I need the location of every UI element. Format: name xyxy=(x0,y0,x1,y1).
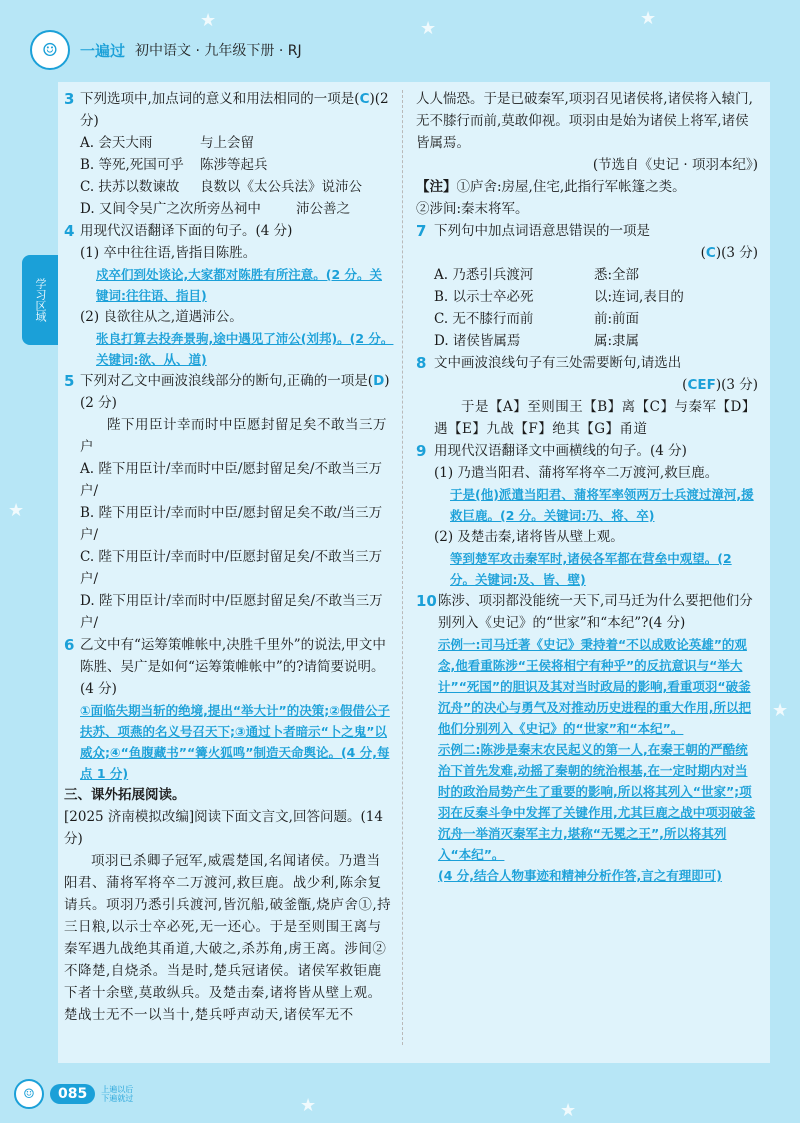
question-7: 7 下列句中加点词语意思错误的一项是 (C)(3 分) A. 乃悉引兵渡河 悉:全部 B. 以示士卒必死 以:连词,表目的 C. 无不膝行而前 前:前面 D. 诸侯皆属焉 属:隶属 xyxy=(416,220,758,352)
column-divider xyxy=(402,90,403,1045)
answer-example-1: 示例一:司马迁著《史记》秉持着“不以成败论英雄”的观念,他看重陈涉“王侯将相宁有种乎”的反抗意识与“举大计”“死国”的胆识及其对当时政局的影响,看重项羽“破釜沉舟”的决心与勇气及对推动历史进程的重大作用,所以把他们分别列入《史记》的“世家”和“本纪”。 xyxy=(438,637,751,736)
option-a: C. 无不膝行而前 xyxy=(434,311,534,327)
option-a: A. 会天大雨 xyxy=(80,135,153,151)
option-b: 属:隶属 xyxy=(594,333,640,349)
question-stem: 下列对乙文中画波浪线部分的断句,正确的一项是 xyxy=(80,373,368,389)
question-9 xyxy=(416,440,758,590)
answer: C xyxy=(705,245,716,261)
question-number: 9 xyxy=(416,442,427,460)
reading-intro: [2025 济南模拟改编]阅读下面文言文,回答问题。(14 分) xyxy=(64,809,383,847)
star-icon: ★ xyxy=(772,700,789,721)
option-b: 悉:全部 xyxy=(594,267,640,283)
option-a: B. 以示士卒必死 xyxy=(434,289,534,305)
option-a: B. 等死,死国可乎 xyxy=(80,157,184,173)
right-column xyxy=(416,88,758,886)
right-frame xyxy=(770,0,800,1123)
answer: CEF xyxy=(687,377,716,393)
answer-example-2: 示例二:陈涉是秦末农民起义的第一人,在秦王朝的严酷统治下首先发难,动摇了秦朝的统治根基,在一定时期内对当时的政治局势产生了重要的影响,所以将其列入“世家”;项羽在反秦斗争中发挥了关键作用,尤其巨鹿之战中项羽破釜沉舟一举消灭秦军主力,堪称“无冕之王”,所以将其列入“本纪”。 xyxy=(438,742,756,862)
answer-1: 于是(他)派遣当阳君、蒲将军率领两万士兵渡过漳河,援救巨鹿。(2 分。关键词:乃、将、卒) xyxy=(450,487,754,523)
sentence-2: (2) 良欲往从之,道遇沛公。 xyxy=(80,309,243,325)
left-column xyxy=(64,88,394,1026)
option-b: 前:前面 xyxy=(594,311,640,327)
page-header xyxy=(30,30,302,70)
side-tab: 学习区域 xyxy=(22,255,58,345)
note-label: 【注】 xyxy=(416,179,457,195)
note-2: ②涉间:秦末将军。 xyxy=(416,201,529,217)
answer-1: 戍卒们到处谈论,大家都对陈胜有所注意。(2 分。关键词:往往语、指目) xyxy=(96,267,383,303)
question-4 xyxy=(64,220,394,370)
section-heading: 三、课外拓展阅读。 xyxy=(64,787,186,803)
passage: 陛下用臣计幸而时中臣愿封留足矣不敢当三万户 xyxy=(80,417,387,455)
question-10 xyxy=(416,590,758,886)
star-icon: ★ xyxy=(640,8,657,29)
answer: C xyxy=(359,91,370,107)
question-stem: 用现代汉语翻译下面的句子。(4 分) xyxy=(80,223,293,239)
question-number: 5 xyxy=(64,372,75,390)
option-a: C. 扶苏以数谏故 xyxy=(80,179,180,195)
sentence-1: (1) 卒中往往语,皆指目陈胜。 xyxy=(80,245,257,261)
option-a: D. 诸侯皆属焉 xyxy=(434,333,521,349)
question-stem: 乙文中有“运筹策帷帐中,决胜千里外”的说法,甲文中陈胜、吴广是如何“运筹策帷帐中”的?请简要说明。(4 分) xyxy=(80,637,386,697)
question-stem: 用现代汉语翻译文中画横线的句子。(4 分) xyxy=(434,443,687,459)
tagline-1: 上遍以后 xyxy=(101,1085,134,1094)
option: D. 陛下用臣计/幸而时中/臣愿封留足矣/不敢当三万户/ xyxy=(80,593,383,631)
passage-continued: 人人惴恐。于是已破秦军,项羽召见诸侯将,诸侯将入辕门,无不膝行而前,莫敢仰视。项羽由是始为诸侯上将军,诸侯皆属焉。 xyxy=(416,91,753,151)
question-stem: 陈涉、项羽都没能统一天下,司马迁为什么要把他们分别列入《史记》的“世家”和“本纪”?(4 分) xyxy=(438,593,753,631)
option-b: 陈涉等起兵 xyxy=(200,157,268,173)
score: )(2 分) xyxy=(80,373,390,411)
note-1: ①庐舍:房屋,住宅,此指行军帐篷之类。 xyxy=(456,179,686,195)
question-number: 8 xyxy=(416,354,427,372)
reading-passage: 项羽已杀卿子冠军,威震楚国,名闻诸侯。乃遣当阳君、蒲将军将卒二万渡河,救巨鹿。战少利,陈余复请兵。项羽乃悉引兵渡河,皆沉船,破釜甑,烧庐舍①,持三日粮,以示士卒必死,无一还心。于是至则围王离与秦军遇九战绝其甬道,大破之,杀苏角,虏王离。涉间②不降楚,自烧杀。当是时,楚兵冠诸侯。诸侯军救钜鹿下者十余壁,莫敢纵兵。及楚击秦,诸将皆从壁上观。楚战士无不一以当十,楚兵呼声动天,诸侯军无不 xyxy=(64,853,392,1023)
sentence-2: (2) 及楚击秦,诸将皆从壁上观。 xyxy=(434,529,624,545)
question-number: 10 xyxy=(416,592,437,610)
footer-tagline xyxy=(101,1085,133,1103)
question-number: 3 xyxy=(64,90,75,108)
question-stem: 下列选项中,加点词的意义和用法相同的一项是 xyxy=(80,91,355,107)
score: )(2 分) xyxy=(80,91,389,129)
question-number: 4 xyxy=(64,222,75,240)
star-icon: ★ xyxy=(300,1095,317,1116)
option-b: 与上会留 xyxy=(200,135,254,151)
option-a: D. 又间令吴广之次所旁丛祠中 xyxy=(80,201,261,217)
option-b: 良数以《太公兵法》说沛公 xyxy=(200,179,362,195)
question-5: 5 下列对乙文中画波浪线部分的断句,正确的一项是(D)(2 分) 陛下用臣计幸而时中臣愿封留足矣不敢当三万户 A. 陛下用臣计/幸而时中臣/愿封留足矣/不敢当三万户/ B. 陛下用臣计/幸而时中臣/愿封留足矣不敢/当三万户/ C. 陛下用臣计/幸而时中/臣愿封留足矣/不敢当三万户/ D. 陛下用臣计/幸而时中/臣愿封留足矣/不敢当三万户/ xyxy=(64,370,394,634)
question-6 xyxy=(64,634,394,784)
star-icon: ★ xyxy=(560,1100,577,1121)
option-a: A. 乃悉引兵渡河 xyxy=(434,267,534,283)
option-b: 以:连词,表目的 xyxy=(594,289,684,305)
question-number: 7 xyxy=(416,222,427,240)
tagline-2: 下遍就过 xyxy=(101,1094,134,1103)
question-8: 8 文中画波浪线句子有三处需要断句,请选出 (CEF)(3 分) 于是【A】至则围王【B】离【C】与秦军【D】遇【E】九战【F】绝其【G】甬道 xyxy=(416,352,758,440)
star-icon: ★ xyxy=(8,500,25,521)
option: C. 陛下用臣计/幸而时中/臣愿封留足矣/不敢当三万户/ xyxy=(80,549,383,587)
passage: 于是【A】至则围王【B】离【C】与秦军【D】遇【E】九战【F】绝其【G】甬道 xyxy=(434,399,756,437)
question-number: 6 xyxy=(64,636,75,654)
brand-label: 一遍过 xyxy=(80,41,126,60)
book-subtitle: 初中语文 · 九年级下册 · RJ xyxy=(135,43,302,59)
answer: ①面临失期当斩的绝境,提出“举大计”的决策;②假借公子扶苏、项燕的名义号召天下;③通过卜者暗示“卜之鬼”以威众;④“鱼腹藏书”“篝火狐鸣”制造天命舆论。(4 分,每点 1 分) xyxy=(80,703,390,781)
page-footer xyxy=(14,1079,133,1109)
star-icon: ★ xyxy=(420,18,437,39)
mascot-icon: ☺ xyxy=(30,30,70,70)
page-number: 085 xyxy=(50,1084,95,1104)
mascot-icon: ☺ xyxy=(14,1079,44,1109)
left-frame xyxy=(0,0,58,1123)
question-stem: 下列句中加点词语意思错误的一项是 xyxy=(434,223,650,239)
answer-scoring-note: (4 分,结合人物事迹和精神分析作答,言之有理即可) xyxy=(438,868,722,883)
question-stem: 文中画波浪线句子有三处需要断句,请选出 xyxy=(434,355,682,371)
sentence-1: (1) 乃遣当阳君、蒲将军将卒二万渡河,救巨鹿。 xyxy=(434,465,719,481)
question-3: 3 下列选项中,加点词的意义和用法相同的一项是(C)(2 分) A. 会天大雨 与上会留 B. 等死,死国可乎 陈涉等起兵 C. 扶苏以数谏故 良数以《太公兵法》说沛公 D. 又间令吴广之次所旁丛祠中 沛公善之 xyxy=(64,88,394,220)
option: B. 陛下用臣计/幸而时中臣/愿封留足矣不敢/当三万户/ xyxy=(80,505,383,543)
score: )(3 分) xyxy=(715,245,758,261)
passage-source: (节选自《史记 · 项羽本纪》) xyxy=(592,157,758,173)
score: )(3 分) xyxy=(715,377,758,393)
answer-2: 张良打算去投奔景驹,途中遇见了沛公(刘邦)。(2 分。关键词:欲、从、道) xyxy=(96,331,394,367)
option-b: 沛公善之 xyxy=(296,201,350,217)
option: A. 陛下用臣计/幸而时中臣/愿封留足矣/不敢当三万户/ xyxy=(80,461,382,499)
answer-2: 等到楚军攻击秦军时,诸侯各军都在营垒中观望。(2 分。关键词:及、皆、壁) xyxy=(450,551,732,587)
answer: D xyxy=(373,373,385,389)
star-icon: ★ xyxy=(200,10,217,31)
